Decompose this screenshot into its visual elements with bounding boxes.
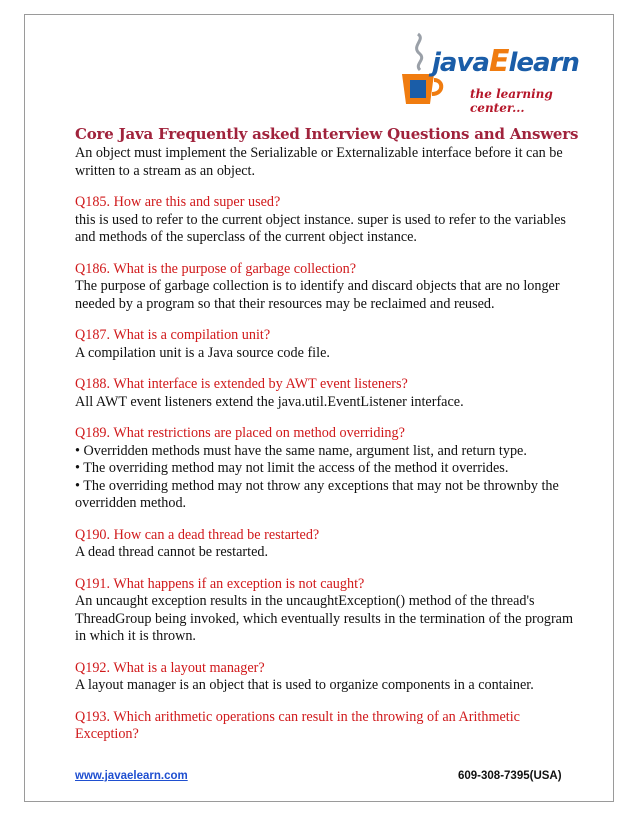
- answer: • The overriding method may not throw any exceptions that may not be thrownby the overridden method.: [75, 477, 559, 511]
- question: Q190. How can a dead thread be restarted?: [75, 526, 320, 543]
- website-link[interactable]: www.javaelearn.com: [75, 770, 188, 782]
- answer: • The overriding method may not limit the access of the method it overrides.: [75, 460, 509, 476]
- javaelearn-logo: [396, 30, 579, 115]
- answer: A compilation unit is a Java source code file.: [75, 344, 330, 361]
- phone-number: 609-308-7395(USA): [458, 770, 562, 782]
- content: [75, 145, 575, 758]
- answer: • Overridden methods must have the same name, argument list, and return type.: [75, 442, 527, 459]
- qa-item: [75, 660, 575, 695]
- question: Q193. Which arithmetic operations can result in the throwing of an Arithmetic Exception?: [75, 708, 520, 742]
- answer: All AWT event listeners extend the java.util.EventListener interface.: [75, 393, 464, 410]
- document-title: Core Java Frequently asked Interview Questions and Answers: [75, 125, 579, 143]
- question: Q185. How are this and super used?: [75, 194, 281, 210]
- answer: A layout manager is an object that is used to organize components in a container.: [75, 677, 534, 693]
- qa-item: [75, 261, 575, 314]
- qa-item: [75, 709, 575, 744]
- answer: A dead thread cannot be restarted.: [75, 544, 269, 560]
- question: Q188. What interface is extended by AWT event listeners?: [75, 376, 408, 392]
- question: Q189. What restrictions are placed on method overriding?: [75, 425, 405, 441]
- question: Q191. What happens if an exception is not caught?: [75, 575, 365, 592]
- qa-item: [75, 327, 575, 362]
- answer: An uncaught exception results in the uncaughtException() method of the thread's ThreadGroup being invoked, which eventually results in the termination of the program in which it is thrown.: [75, 593, 574, 644]
- qa-item: [75, 527, 575, 562]
- logo-tagline: the learning center...: [470, 87, 553, 115]
- qa-item: [75, 194, 575, 247]
- intro-paragraph: An object must implement the Serializable or Externalizable interface before it can be written to a stream as an object.: [75, 145, 563, 179]
- qa-item: [75, 576, 575, 646]
- qa-list: [75, 194, 575, 744]
- answer: The purpose of garbage collection is to identify and discard objects that are no longer needed by a program so that their resources may be reclaimed and reused.: [75, 278, 560, 312]
- question: Q192. What is a layout manager?: [75, 659, 265, 676]
- qa-item: [75, 376, 575, 411]
- question: Q187. What is a compilation unit?: [75, 327, 271, 343]
- question: Q186. What is the purpose of garbage collection?: [75, 260, 357, 277]
- qa-item: [75, 425, 575, 513]
- logo-wordmark: javaElearn: [432, 44, 579, 79]
- answer: this is used to refer to the current object instance. super is used to refer to the variables and methods of the superclass of the current object instance.: [75, 211, 566, 245]
